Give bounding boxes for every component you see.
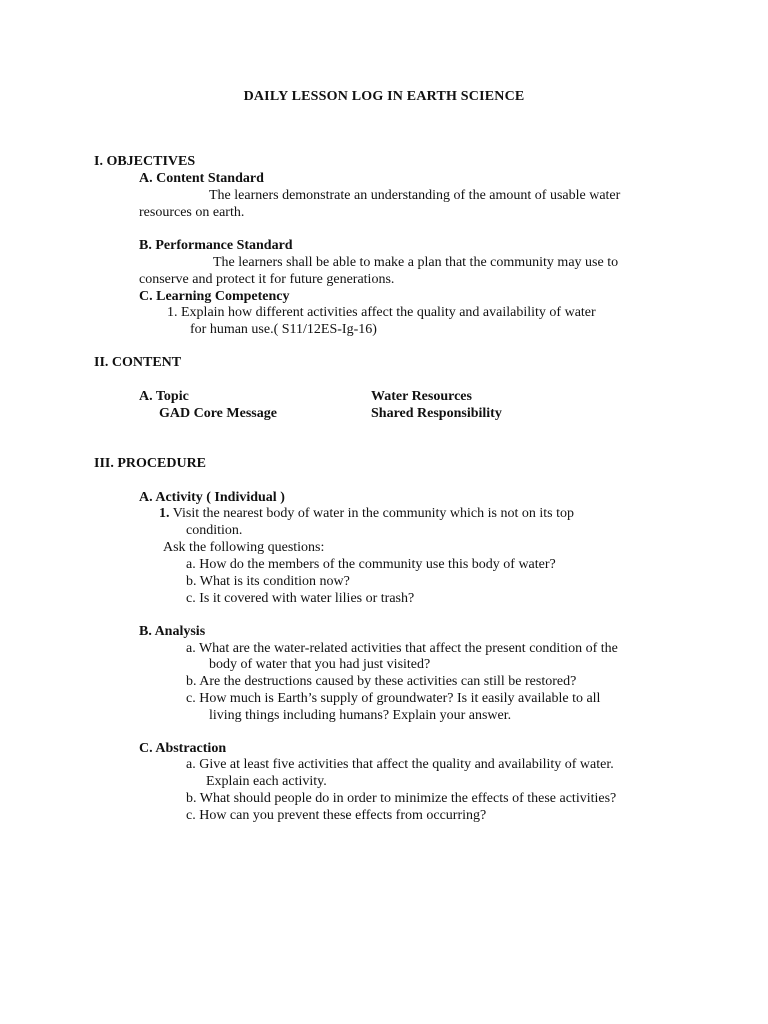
procedure-heading: III. PROCEDURE xyxy=(94,456,207,471)
objectives-heading: I. OBJECTIVES xyxy=(94,154,196,169)
content-standard-text-line1: The learners demonstrate an understanding of the amount of usable water xyxy=(209,188,621,203)
activity-label: A. Activity ( Individual ) xyxy=(139,490,285,505)
content-standard-label: A. Content Standard xyxy=(139,171,264,186)
analysis-question-c-line2: living things including humans? Explain your answer. xyxy=(209,708,512,723)
topic-label: A. Topic xyxy=(139,389,189,404)
activity-item xyxy=(159,505,574,522)
abstraction-question-a-line1: a. Give at least five activities that affect the quality and availability of water. xyxy=(186,757,614,772)
learning-competency-text-line1: 1. Explain how different activities affect the quality and availability of water xyxy=(167,305,596,320)
activity-question-c: c. Is it covered with water lilies or trash? xyxy=(186,591,415,606)
topic-value: Water Resources xyxy=(371,389,472,404)
activity-item-number: 1. xyxy=(159,506,170,521)
abstraction-label: C. Abstraction xyxy=(139,741,227,756)
page-title: DAILY LESSON LOG IN EARTH SCIENCE xyxy=(243,89,525,104)
performance-standard-text-line2: conserve and protect it for future generations. xyxy=(139,272,395,287)
performance-standard-label: B. Performance Standard xyxy=(139,238,293,253)
activity-item-text-line2: condition. xyxy=(186,523,243,538)
content-standard-text-line2: resources on earth. xyxy=(139,205,245,220)
activity-question-b: b. What is its condition now? xyxy=(186,574,350,589)
abstraction-question-b: b. What should people do in order to minimize the effects of these activities? xyxy=(186,791,617,806)
abstraction-question-a-line2: Explain each activity. xyxy=(206,774,327,789)
gad-core-message-label: GAD Core Message xyxy=(159,406,277,421)
activity-item-text: Visit the nearest body of water in the community which is not on its top xyxy=(172,506,574,521)
analysis-question-c-line1: c. How much is Earth’s supply of groundwater? Is it easily available to all xyxy=(186,691,601,706)
learning-competency-text-line2: for human use.( S11/12ES-Ig-16) xyxy=(190,322,377,337)
analysis-label: B. Analysis xyxy=(139,624,206,639)
performance-standard-text-line1: The learners shall be able to make a plan that the community may use to xyxy=(213,255,619,270)
analysis-question-a-line2: body of water that you had just visited? xyxy=(209,657,431,672)
abstraction-question-c: c. How can you prevent these effects from occurring? xyxy=(186,808,487,823)
analysis-question-b: b. Are the destructions caused by these activities can still be restored? xyxy=(186,674,577,689)
gad-core-message-value: Shared Responsibility xyxy=(371,406,502,421)
activity-question-a: a. How do the members of the community use this body of water? xyxy=(186,557,556,572)
activity-ask-text: Ask the following questions: xyxy=(163,540,325,555)
content-heading: II. CONTENT xyxy=(94,355,182,370)
learning-competency-label: C. Learning Competency xyxy=(139,289,290,304)
analysis-question-a-line1: a. What are the water-related activities that affect the present condition of the xyxy=(186,641,618,656)
